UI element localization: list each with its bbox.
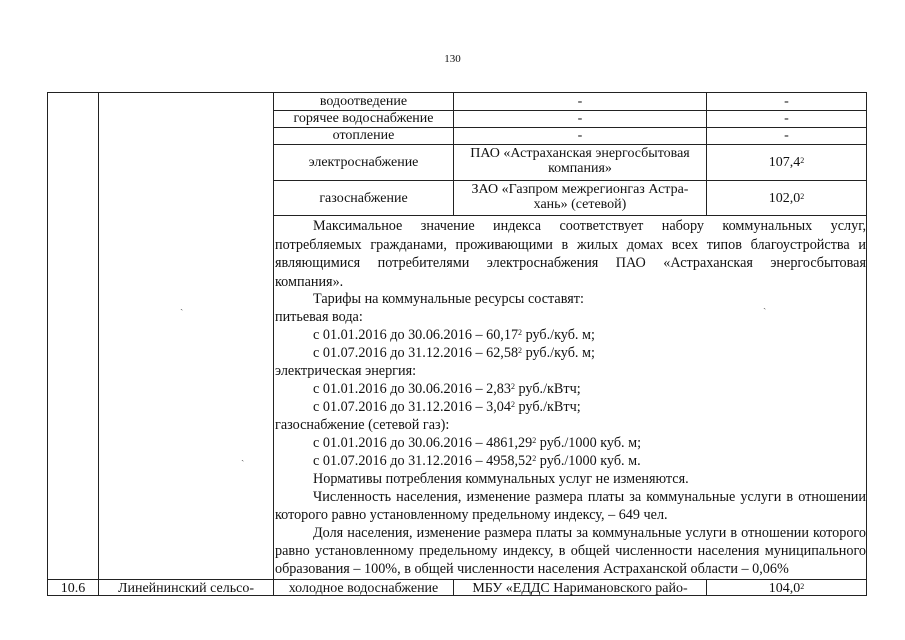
service-name: холодное водоснабжение xyxy=(288,581,439,596)
gas-tariff-2: с 01.07.2016 до 31.12.2016 – 4958,52$^2$ руб./1000 куб. м. xyxy=(313,453,641,469)
service-name: электроснабжение xyxy=(308,155,419,170)
gas-tariff-1: с 01.01.2016 до 30.06.2016 – 4861,29$^2$ руб./1000 куб. м; xyxy=(313,435,642,451)
index-value: 104,0 xyxy=(768,581,801,596)
service-name: горячее водоснабжение xyxy=(293,111,434,126)
service-name: водоотведение xyxy=(319,94,408,109)
service-index xyxy=(707,155,866,170)
footnote-mark: 2 xyxy=(800,582,805,591)
service-provider: - xyxy=(577,128,583,143)
scan-speck: ˏ xyxy=(180,300,184,311)
elec-tariff-1: с 01.01.2016 до 30.06.2016 – 2,83$^2$ руб./кВтч; xyxy=(313,381,581,397)
gas-title: газоснабжение (сетевой газ): xyxy=(275,417,450,433)
index-value: 102,0 xyxy=(768,191,801,206)
service-name: газоснабжение xyxy=(319,191,408,206)
footnote-mark: 2 xyxy=(800,192,805,201)
elec-tariff-2: с 01.07.2016 до 31.12.2016 – 3,04$^2$ руб./кВтч; xyxy=(313,399,581,415)
provider-line: хань» (сетевой) xyxy=(533,197,627,212)
service-provider: - xyxy=(577,111,583,126)
service-index: - xyxy=(784,94,789,109)
provider-line: ЗАО «Газпром межрегионгаз Астра- xyxy=(471,182,689,197)
footnote-mark: 2 xyxy=(800,156,805,165)
provider-line: ПАО «Астраханская энергосбытовая xyxy=(470,146,690,161)
service-provider xyxy=(454,182,706,212)
water-tariff-1: с 01.01.2016 до 30.06.2016 – 60,17$^2$ руб./куб. м; xyxy=(313,327,595,343)
row-number: 10.6 xyxy=(60,581,86,596)
provider-line: компания» xyxy=(548,161,612,176)
service-index xyxy=(707,581,866,596)
elec-title: электрическая энергия: xyxy=(275,363,417,379)
index-value: 107,4 xyxy=(768,155,801,170)
service-provider: МБУ «ЕДДС Наримановского райо- xyxy=(472,581,688,596)
scan-speck: ˏ xyxy=(763,299,767,310)
municipality-name: Линейнинский сельсо- xyxy=(117,581,254,596)
share-paragraph: Доля населения, изменение размера платы за коммунальные услуги в отношении которого равно установленному предельному индексу, в общей численности населения муниципального образования – 100%, в общей численности населения Астраханской области – 0,06% xyxy=(275,525,866,577)
population-paragraph: Численность населения, изменение размера платы за коммунальные услуги в отношении которого равно установленному предельному индексу, – 649 чел. xyxy=(275,489,866,523)
norms-text: Нормативы потребления коммунальных услуг не изменяются. xyxy=(313,471,689,487)
water-tariff-2: с 01.07.2016 до 31.12.2016 – 62,58$^2$ руб./куб. м; xyxy=(313,345,595,361)
service-index xyxy=(707,191,866,206)
page-number: 130 xyxy=(444,53,461,65)
service-provider xyxy=(454,146,706,176)
service-name: отопление xyxy=(332,128,395,143)
service-index: - xyxy=(784,111,789,126)
scan-speck: ˏ xyxy=(241,451,245,462)
water-title: питьевая вода: xyxy=(275,309,363,325)
service-index: - xyxy=(784,128,789,143)
tariffs-intro: Тарифы на коммунальные ресурсы составят: xyxy=(313,291,584,307)
service-provider: - xyxy=(577,94,583,109)
max-index-paragraph: Максимальное значение индекса соответствует набору коммунальных услуг, потребляемых гражданами, проживающими в жилых домах всех типов благоустройства и являющимися потребителями электроснабжения ПАО «Астраханская энергосбытовая компания». xyxy=(275,218,866,290)
